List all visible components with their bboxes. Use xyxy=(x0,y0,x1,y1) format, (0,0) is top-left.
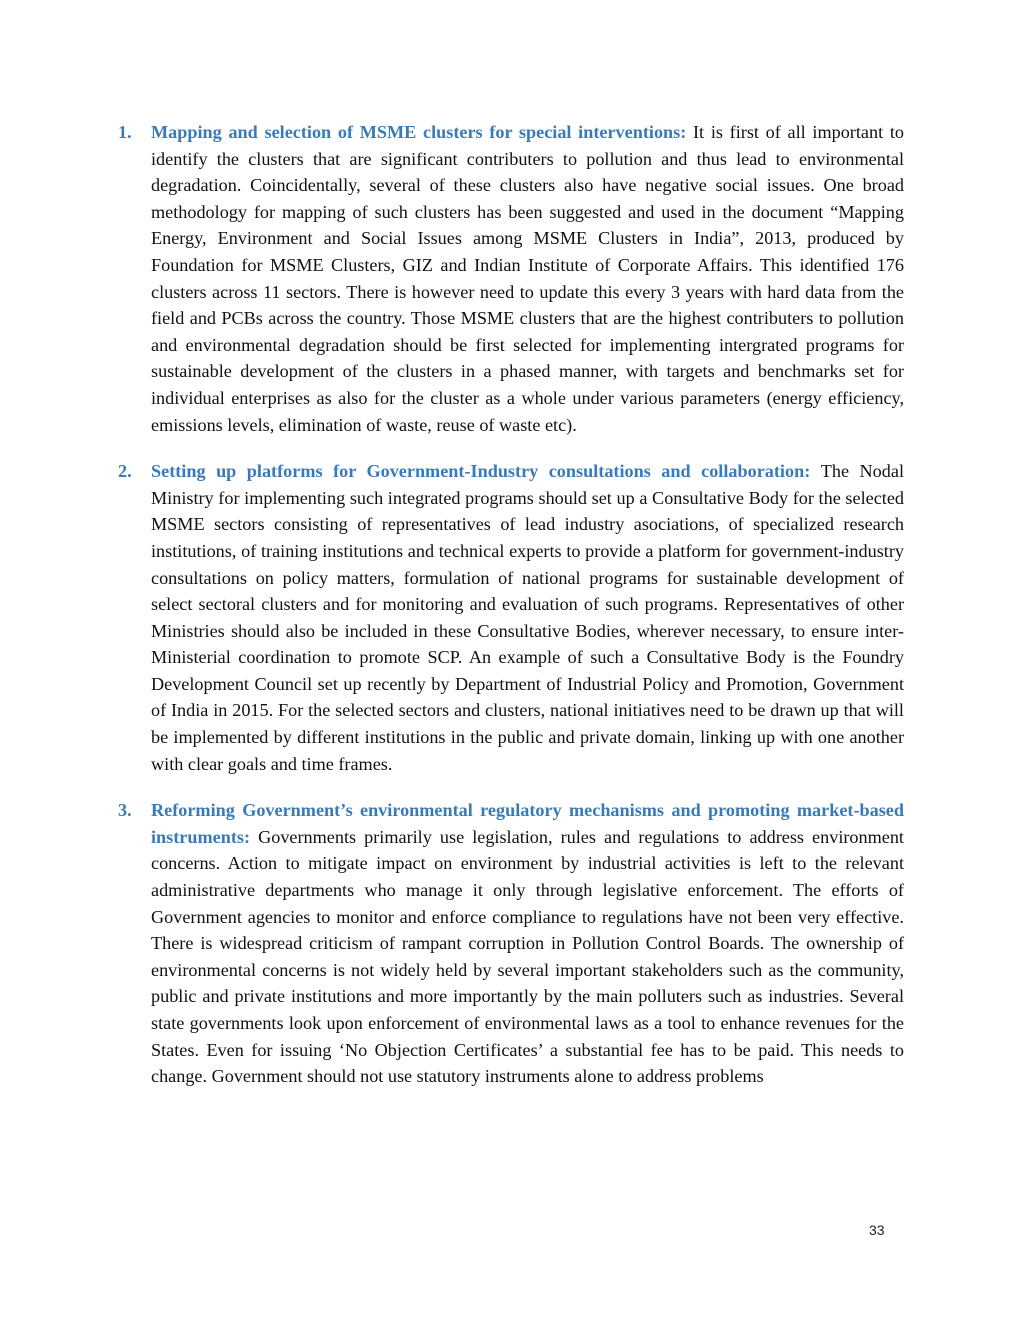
list-item-body: It is first of all important to identify the clusters that are significant contributers to pollution and thus lead to environmental degradation. Coincidentally, several of these clusters also have negative social issues. One broad methodology for mapping of such clusters has been suggested and used in the document “Mapping Energy, Environment and Social Issues among MSME Clusters in India”, 2013, produced by Foundation for MSME Clusters, GIZ and Indian Institute of Corporate Affairs. This identified 176 clusters across 11 sectors. There is however need to update this every 3 years with hard data from the field and PCBs across the country. Those MSME clusters that are the highest contributers to pollution and environmental degradation should be first selected for implementing intergrated programs for sustainable development of the clusters in a phased manner, with targets and benchmarks set for individual enterprises as also for the cluster as a whole under various parameters (energy efficiency, emissions levels, elimination of waste, reuse of waste etc). xyxy=(151,122,904,435)
list-item-body: Governments primarily use legislation, rules and regulations to address environment concerns. Action to mitigate impact on environment by industrial activities is left to the relevant administrative departments who manage it only through legislative enforcement. The efforts of Government agencies to monitor and enforce compliance to regulations have not been very effective. There is widespread criticism of rampant corruption in Pollution Control Boards. The ownership of environmental concerns is not widely held by several important stakeholders such as the community, public and private institutions and more importantly by the main polluters such as industries. Several state governments look upon enforcement of environmental laws as a tool to enhance revenues for the States. Even for issuing ‘No Objection Certificates’ a substantial fee has to be paid. This needs to change. Government should not use statutory instruments alone to address problems xyxy=(151,826,904,1087)
document-body xyxy=(118,119,904,1110)
list-item-heading: Reforming Government’s environmental regulatory mechanisms and promoting market-based instruments: xyxy=(151,800,904,847)
list-item-body: The Nodal Ministry for implementing such integrated programs should set up a Consultative Body for the selected MSME sectors consisting of representatives of lead industry asociations, of specialized research institutions, of training institutions and technical experts to provide a platform for government-industry consultations on policy matters, formulation of national programs for sustainable development of select sectoral clusters and for monitoring and evaluation of such programs. Representatives of other Ministries should also be included in these Consultative Bodies, wherever necessary, to ensure inter-Ministerial coordination to promote SCP. An example of such a Consultative Body is the Foundry Development Council set up recently by Department of Industrial Policy and Promotion, Government of India in 2015. For the selected sectors and clusters, national initiatives need to be drawn up that will be implemented by different institutions in the public and private domain, linking up with one another with clear goals and time frames. xyxy=(151,461,904,774)
list-item-number: 1. xyxy=(118,122,132,142)
list-item-number: 2. xyxy=(118,461,132,482)
list-item-number: 3. xyxy=(118,800,132,821)
list-item-heading: Mapping and selection of MSME clusters for special interventions: xyxy=(151,122,693,142)
list-item-heading: Setting up platforms for Government-Industry consultations and collaboration: xyxy=(151,461,821,482)
page-number: 33 xyxy=(869,1222,885,1238)
list-item-regulatory-reform xyxy=(118,797,904,1090)
list-item-mapping-clusters xyxy=(118,119,904,438)
list-item-government-industry-platforms xyxy=(118,458,904,777)
